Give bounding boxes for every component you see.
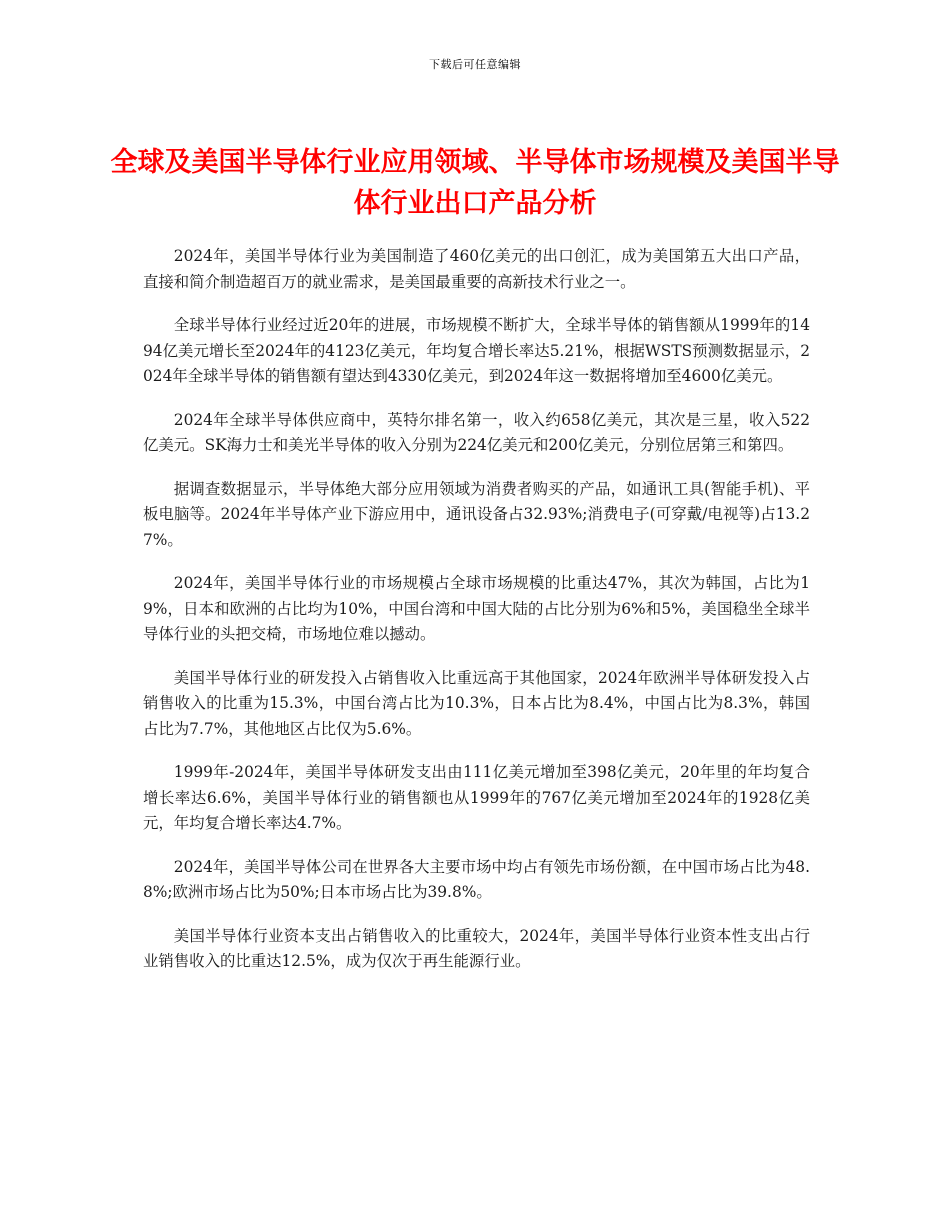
- paragraph: 据调查数据显示，半导体绝大部分应用领域为消费者购买的产品，如通讯工具(智能手机)、平板电脑等。2024年半导体产业下游应用中，通讯设备占32.93%;消费电子(可穿戴/电视等)占13.27%。: [143, 479, 810, 549]
- paragraph: 美国半导体行业资本支出占销售收入的比重较大，2024年，美国半导体行业资本性支出占行业销售收入的比重达12.5%，成为仅次于再生能源行业。: [143, 926, 810, 970]
- document-body: [143, 244, 810, 993]
- paragraph: 2024年，美国半导体行业的市场规模占全球市场规模的比重达47%，其次为韩国，占比为19%，日本和欧洲的占比均为10%，中国台湾和中国大陆的占比分别为6%和5%，美国稳坐全球半导体行业的头把交椅，市场地位难以撼动。: [143, 574, 810, 643]
- document-title: 全球及美国半导体行业应用领域、半导体市场规模及美国半导体行业出口产品分析: [110, 147, 840, 219]
- paragraph: 2024年全球半导体供应商中，英特尔排名第一，收入约658亿美元，其次是三星，收入522亿美元。SK海力士和美光半导体的收入分别为224亿美元和200亿美元，分别位居第三和第四。: [143, 410, 810, 454]
- paragraph: 美国半导体行业的研发投入占销售收入比重远高于其他国家，2024年欧洲半导体研发投入占销售收入的比重为15.3%，中国台湾占比为10.3%，日本占比为8.4%，中国占比为8.3%，韩国占比为7.7%，其他地区占比仅为5.6%。: [143, 668, 810, 738]
- paragraph: 全球半导体行业经过近20年的进展，市场规模不断扩大，全球半导体的销售额从1999年的1494亿美元增长至2024年的4123亿美元，年均复合增长率达5.21%，根据WSTS预测数据显示，2024年全球半导体的销售额有望达到4330亿美元，到2024年这一数据将增加至4600亿美元。: [143, 316, 810, 385]
- paragraph: 2024年，美国半导体行业为美国制造了460亿美元的出口创汇，成为美国第五大出口产品，直接和简介制造超百万的就业需求，是美国最重要的高新技术行业之一。: [143, 247, 810, 291]
- paragraph: 1999年-2024年，美国半导体研发支出由111亿美元增加至398亿美元，20年里的年均复合增长率达6.6%，美国半导体行业的销售额也从1999年的767亿美元增加至2024年的1928亿美元，年均复合增长率达4.7%。: [143, 763, 810, 832]
- header-note: 下载后可任意编辑: [429, 58, 521, 71]
- paragraph: 2024年，美国半导体公司在世界各大主要市场中均占有领先市场份额，在中国市场占比为48.8%;欧洲市场占比为50%;日本市场占比为39.8%。: [143, 857, 810, 901]
